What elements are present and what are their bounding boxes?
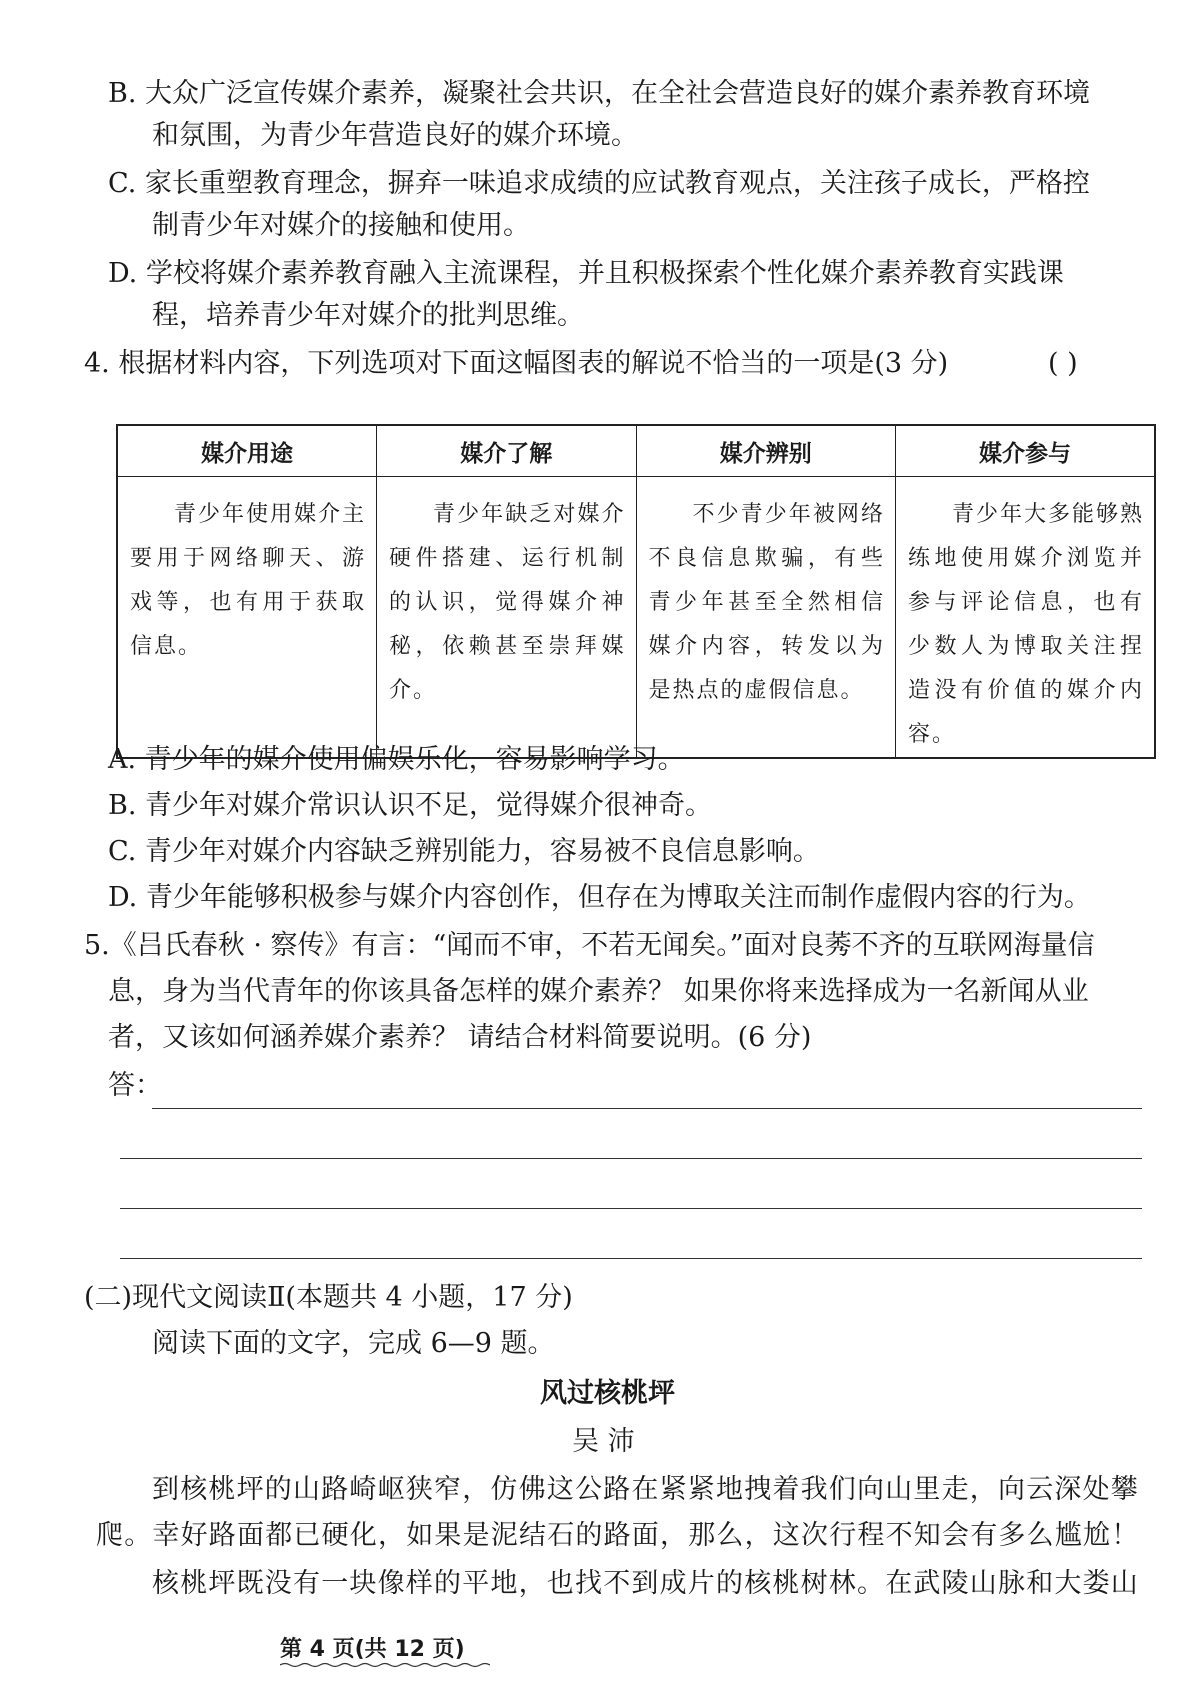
q4-stem: 4. 根据材料内容，下列选项对下面这幅图表的解说不恰当的一项是(3 分)	[84, 348, 949, 379]
table-cell	[117, 477, 377, 759]
answer-line[interactable]	[120, 1258, 1142, 1259]
q4-option-a: A. 青少年的媒介使用偏娱乐化，容易影响学习。	[108, 744, 685, 775]
q3-option-b-line2: 和氛围，为青少年营造良好的媒介环境。	[152, 120, 638, 151]
q4-option-b: B. 青少年对媒介常识认识不足，觉得媒介很神奇。	[108, 790, 713, 821]
q5-stem-line2: 息，身为当代青年的你该具备怎样的媒介素养？ 如果你将来选择成为一名新闻从业	[108, 976, 1089, 1007]
article-author: 吴 沛	[572, 1426, 635, 1457]
page-number: 第 4 页(共 12 页)	[280, 1637, 465, 1662]
media-literacy-table	[116, 424, 1156, 759]
table-cell-text: 青少年缺乏对媒介硬件搭建、运行机制的认识，觉得媒介神秘，依赖甚至崇拜媒介。	[389, 502, 626, 703]
table-cell	[636, 477, 896, 759]
table-cell-text: 不少青少年被网络不良信息欺骗，有些青少年甚至全然相信媒介内容，转发以为是热点的虚假信息。	[648, 502, 885, 703]
q5-answer-label: 答：	[108, 1070, 162, 1101]
table-cell-text: 青少年使用媒介主要用于网络聊天、游戏等，也有用于获取信息。	[130, 502, 367, 659]
table-header: 媒介辨别	[636, 425, 896, 477]
answer-line[interactable]	[152, 1108, 1142, 1109]
q5-stem-line3: 者，又该如何涵养媒介素养？ 请结合材料简要说明。(6 分)	[108, 1022, 812, 1053]
article-para2-line1: 核桃坪既没有一块像样的平地，也找不到成片的核桃树林。在武陵山脉和大娄山	[152, 1568, 1139, 1599]
q3-option-d-line1: D. 学校将媒介素养教育融入主流课程，并且积极探索个性化媒介素养教育实践课	[108, 258, 1064, 289]
table-cell	[896, 477, 1156, 759]
article-para1-line1: 到核桃坪的山路崎岖狭窄，仿佛这公路在紧紧地拽着我们向山里走，向云深处攀	[152, 1474, 1139, 1505]
section-heading: (二)现代文阅读Ⅱ(本题共 4 小题，17 分)	[84, 1282, 573, 1313]
q5-stem-line1: 5.《吕氏春秋 · 察传》有言：“闻而不审，不若无闻矣。”面对良莠不齐的互联网海量信	[84, 930, 1095, 961]
q3-option-c-line1: C. 家长重塑教育理念，摒弃一味追求成绩的应试教育观点，关注孩子成长，严格控	[108, 168, 1090, 199]
table-cell	[377, 477, 637, 759]
table-row	[117, 477, 1155, 759]
q3-option-b-line1: B. 大众广泛宣传媒介素养，凝聚社会共识，在全社会营造良好的媒介素养教育环境	[108, 78, 1091, 109]
answer-line[interactable]	[120, 1208, 1142, 1209]
article-para1-line2: 爬。幸好路面都已硬化，如果是泥结石的路面，那么，这次行程不知会有多么尴尬！	[96, 1520, 1140, 1551]
table-header: 媒介了解	[377, 425, 637, 477]
wavy-underline	[280, 1662, 490, 1668]
q3-option-c-line2: 制青少年对媒介的接触和使用。	[152, 210, 530, 241]
q3-option-d-line2: 程，培养青少年对媒介的批判思维。	[152, 300, 584, 331]
table-header: 媒介用途	[117, 425, 377, 477]
table-cell-text: 青少年大多能够熟练地使用媒介浏览并参与评论信息，也有少数人为博取关注捏造没有价值的媒介内容。	[908, 502, 1145, 747]
table-header-row	[117, 425, 1155, 477]
answer-line[interactable]	[120, 1158, 1142, 1159]
q4-answer-bracket: ( )	[1048, 348, 1078, 379]
q4-option-c: C. 青少年对媒介内容缺乏辨别能力，容易被不良信息影响。	[108, 836, 820, 867]
section-instruction: 阅读下面的文字，完成 6—9 题。	[152, 1328, 555, 1359]
article-title: 风过核桃坪	[540, 1378, 675, 1409]
table-header: 媒介参与	[896, 425, 1156, 477]
q4-option-d: D. 青少年能够积极参与媒介内容创作，但存在为博取关注而制作虚假内容的行为。	[108, 882, 1091, 913]
